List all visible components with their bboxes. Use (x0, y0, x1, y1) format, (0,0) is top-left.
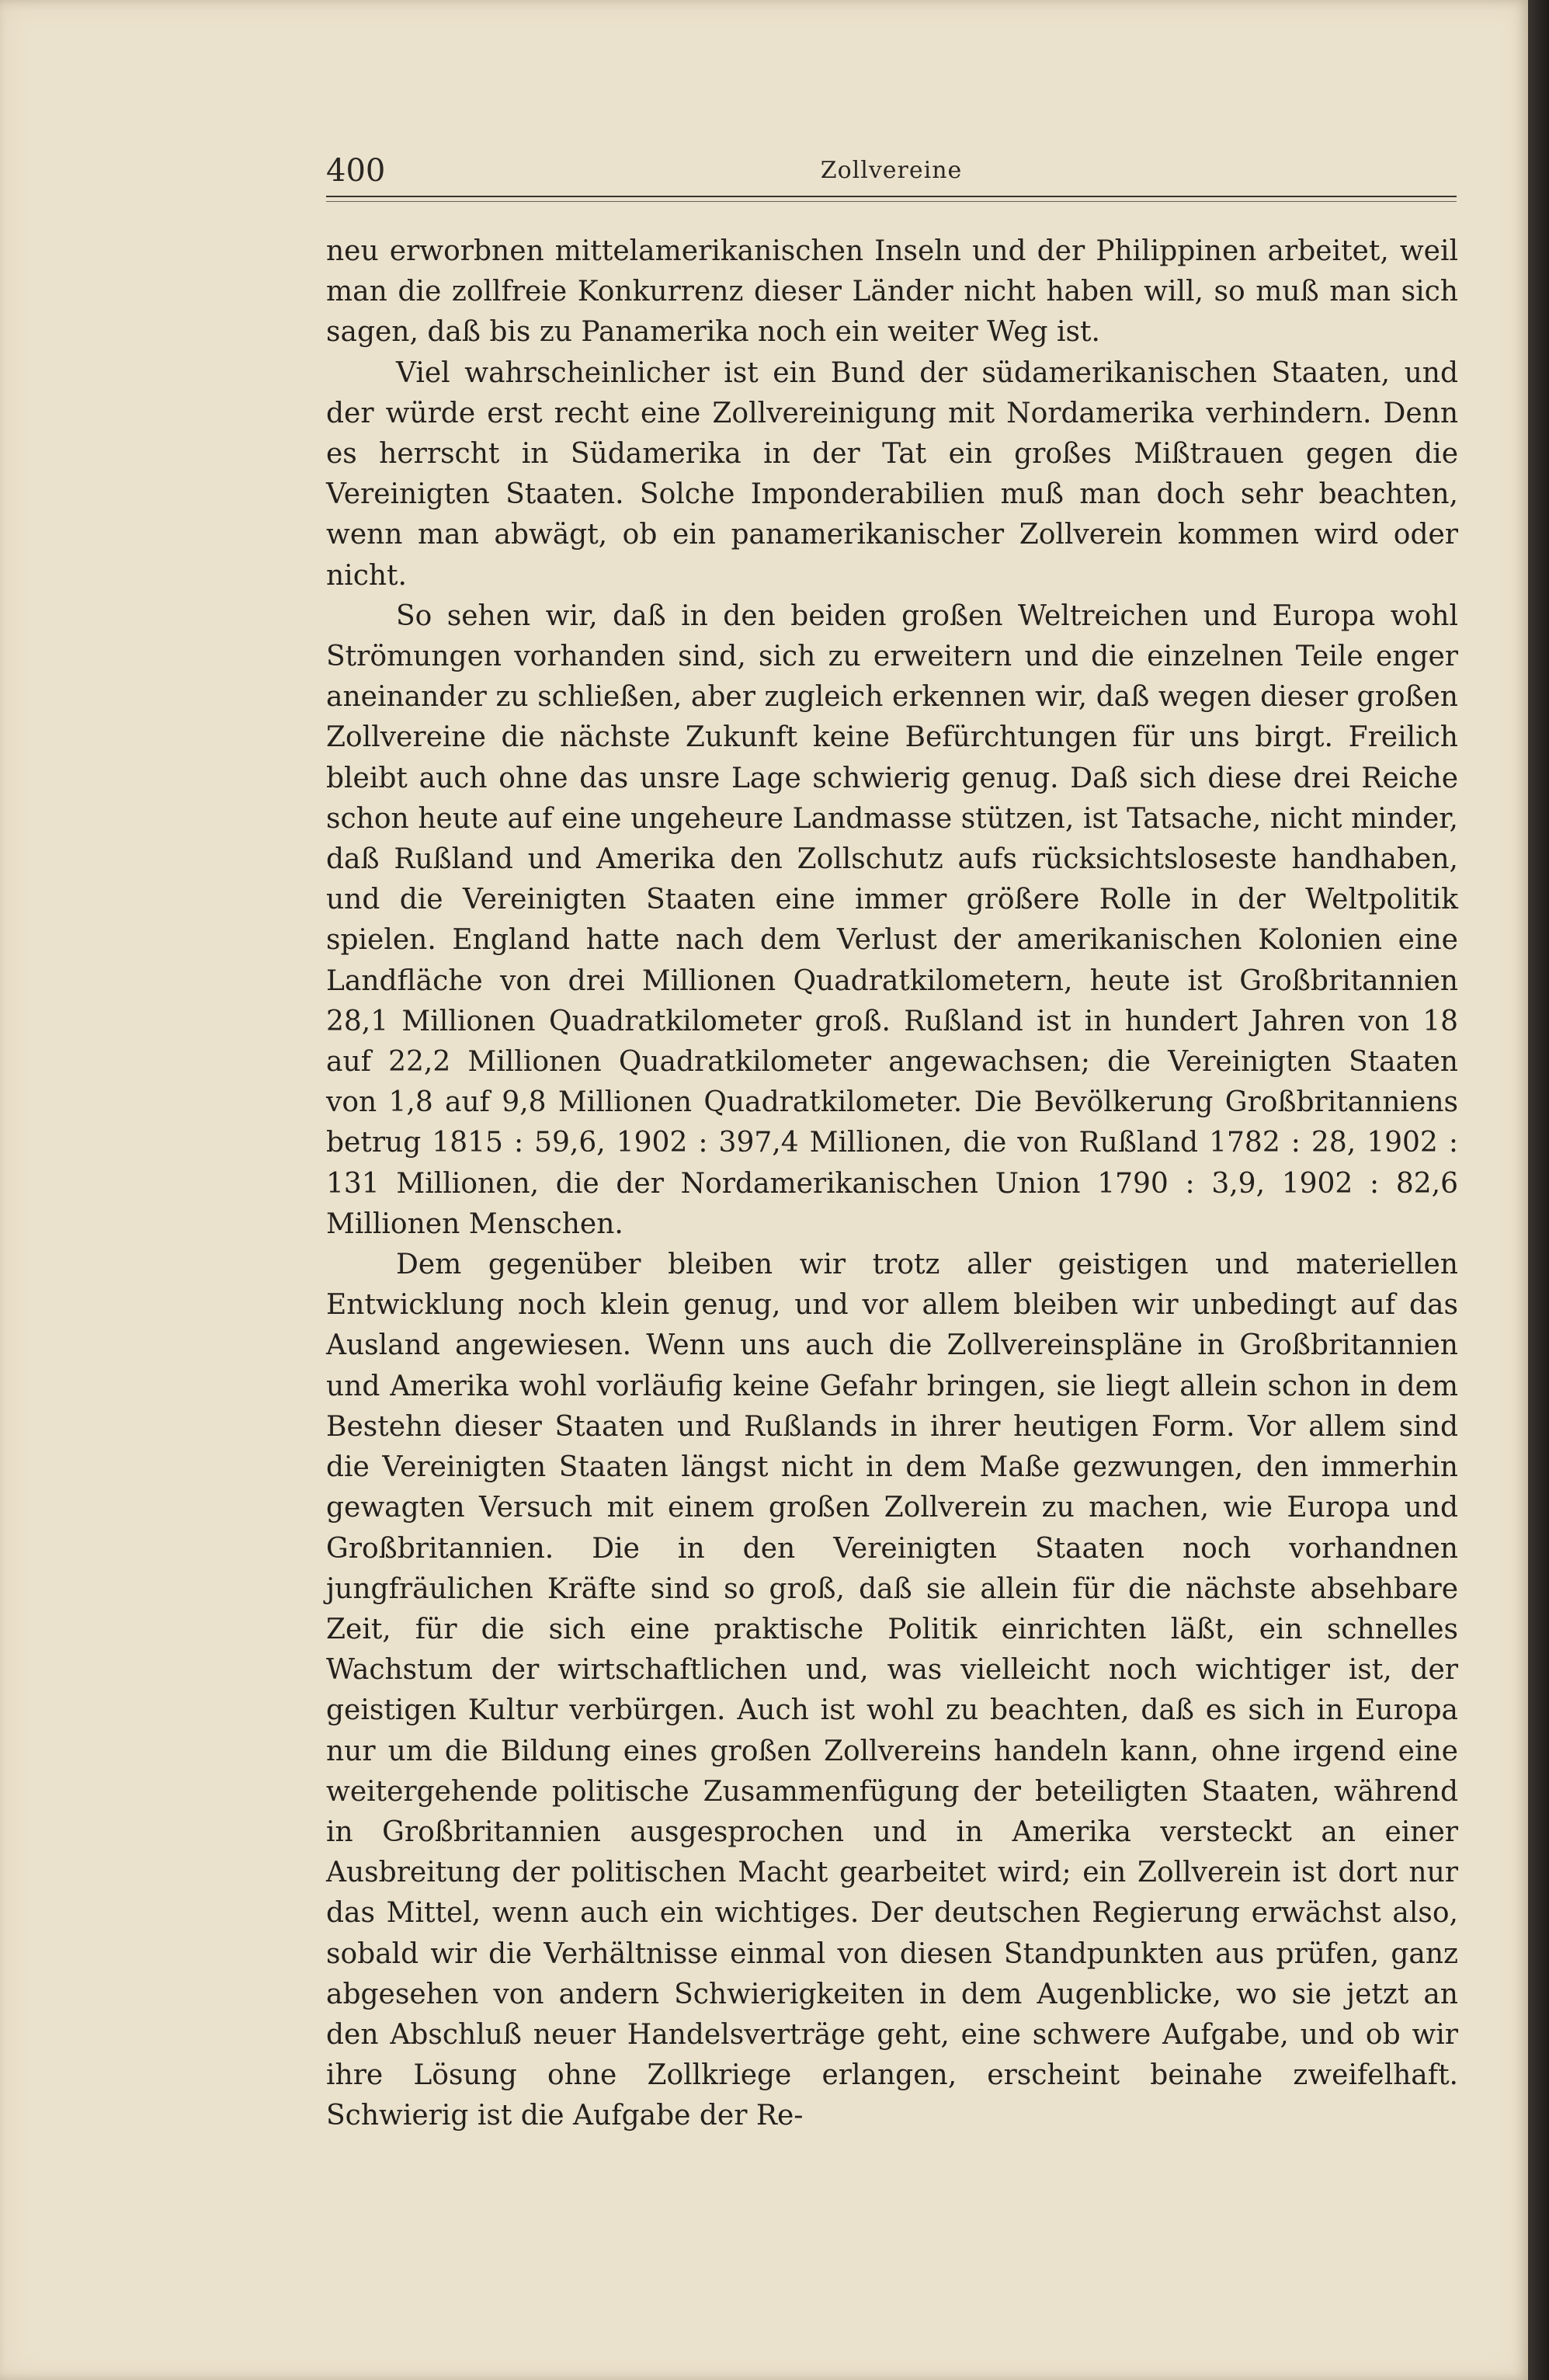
header-rule-thin (326, 201, 1457, 202)
header-rule (326, 196, 1457, 197)
paragraph: Viel wahrscheinlicher ist ein Bund der südamerikanischen Staaten, und der würde erst recht eine Zollvereinigung mit Nordamerika verhindern. Denn es herrscht in Südamerika in der Tat ein großes Mißtrauen gegen die Vereinigten Staaten. Solche Imponderabilien muß man doch sehr beachten, wenn man abwägt, ob ein panamerikanischer Zollverein kommen wird oder nicht. (326, 356, 1458, 592)
page-number: 400 (326, 153, 386, 189)
running-title: Zollvereine (820, 157, 963, 184)
book-edge (1528, 0, 1549, 2380)
paragraph: So sehen wir, daß in den beiden großen Weltreichen und Europa wohl Strömungen vorhanden sind, sich zu erweitern und die einzelnen Teile enger aneinander zu schließen, aber zugleich erkennen wir, daß wegen dieser großen Zollvereine die nächste Zukunft keine Befürchtungen für uns birgt. Freilich bleibt auch ohne das unsre Lage schwierig genug. Daß sich diese drei Reiche schon heute auf eine ungeheure Landmasse stützen, ist Tatsache, nicht minder, daß Rußland und Amerika den Zollschutz aufs rücksichtsloseste handhaben, und die Vereinigten Staaten eine immer größere Rolle in der Weltpolitik spielen. England hatte nach dem Verlust der amerikanischen Kolonien eine Landfläche von drei Millionen Quadratkilometern, heute ist Großbritannien 28,1 Millionen Quadratkilometer groß. Rußland ist in hundert Jahren von 18 auf 22,2 Millionen Quadratkilometer angewachsen; die Vereinigten Staaten von 1,8 auf 9,8 Millionen Quadratkilometer. Die Bevölkerung Großbritanniens betrug 1815 : 59,6, 1902 : 397,4 Millionen, die von Rußland 1782 : 28, 1902 : 131 Millionen, die der Nordamerikanischen Union 1790 : 3,9, 1902 : 82,6 Millionen Menschen. (326, 599, 1458, 1240)
paragraph: neu erworbnen mittelamerikanischen Inseln und der Philippinen arbeitet, weil man die zollfreie Konkurrenz dieser Länder nicht haben will, so muß man sich sagen, daß bis zu Panamerika noch ein weiter Weg ist. (326, 235, 1458, 349)
paragraph: Dem gegenüber bleiben wir trotz aller geistigen und materiellen Entwicklung noch klein genug, und vor allem bleiben wir unbedingt auf das Ausland angewiesen. Wenn uns auch die Zollvereinspläne in Großbritannien und Amerika wohl vorläufig keine Gefahr bringen, sie liegt allein schon in dem Bestehn dieser Staaten und Rußlands in ihrer heutigen Form. Vor allem sind die Vereinigten Staaten längst nicht in dem Maße gezwungen, den immerhin gewagten Versuch mit einem großen Zollverein zu machen, wie Europa und Großbritannien. Die in den Vereinigten Staaten noch vorhandnen jungfräulichen Kräfte sind so groß, daß sie allein für die nächste absehbare Zeit, für die sich eine praktische Politik einrichten läßt, ein schnelles Wachstum der wirtschaftlichen und, was vielleicht noch wichtiger ist, der geistigen Kultur verbürgen. Auch ist wohl zu beachten, daß es sich in Europa nur um die Bildung eines großen Zollvereins handeln kann, ohne irgend eine weitergehende politische Zusammenfügung der beteiligten Staaten, während in Großbritannien ausgesprochen und in Amerika versteckt an einer Ausbreitung der politischen Macht gearbeitet wird; ein Zollverein ist dort nur das Mittel, wenn auch ein wichtiges. Der deutschen Regierung erwächst also, sobald wir die Verhältnisse einmal von diesen Standpunkten aus prüfen, ganz abgesehen von andern Schwierigkeiten in dem Augenblicke, wo sie jetzt an den Abschluß neuer Handelsverträge geht, eine schwere Aufgabe, und ob wir ihre Lösung ohne Zollkriege erlangen, erscheint beinahe zweifelhaft. Schwierig ist die Aufgabe der Re- (326, 1249, 1458, 2132)
running-head (326, 152, 1457, 199)
body-text (326, 231, 1458, 2137)
